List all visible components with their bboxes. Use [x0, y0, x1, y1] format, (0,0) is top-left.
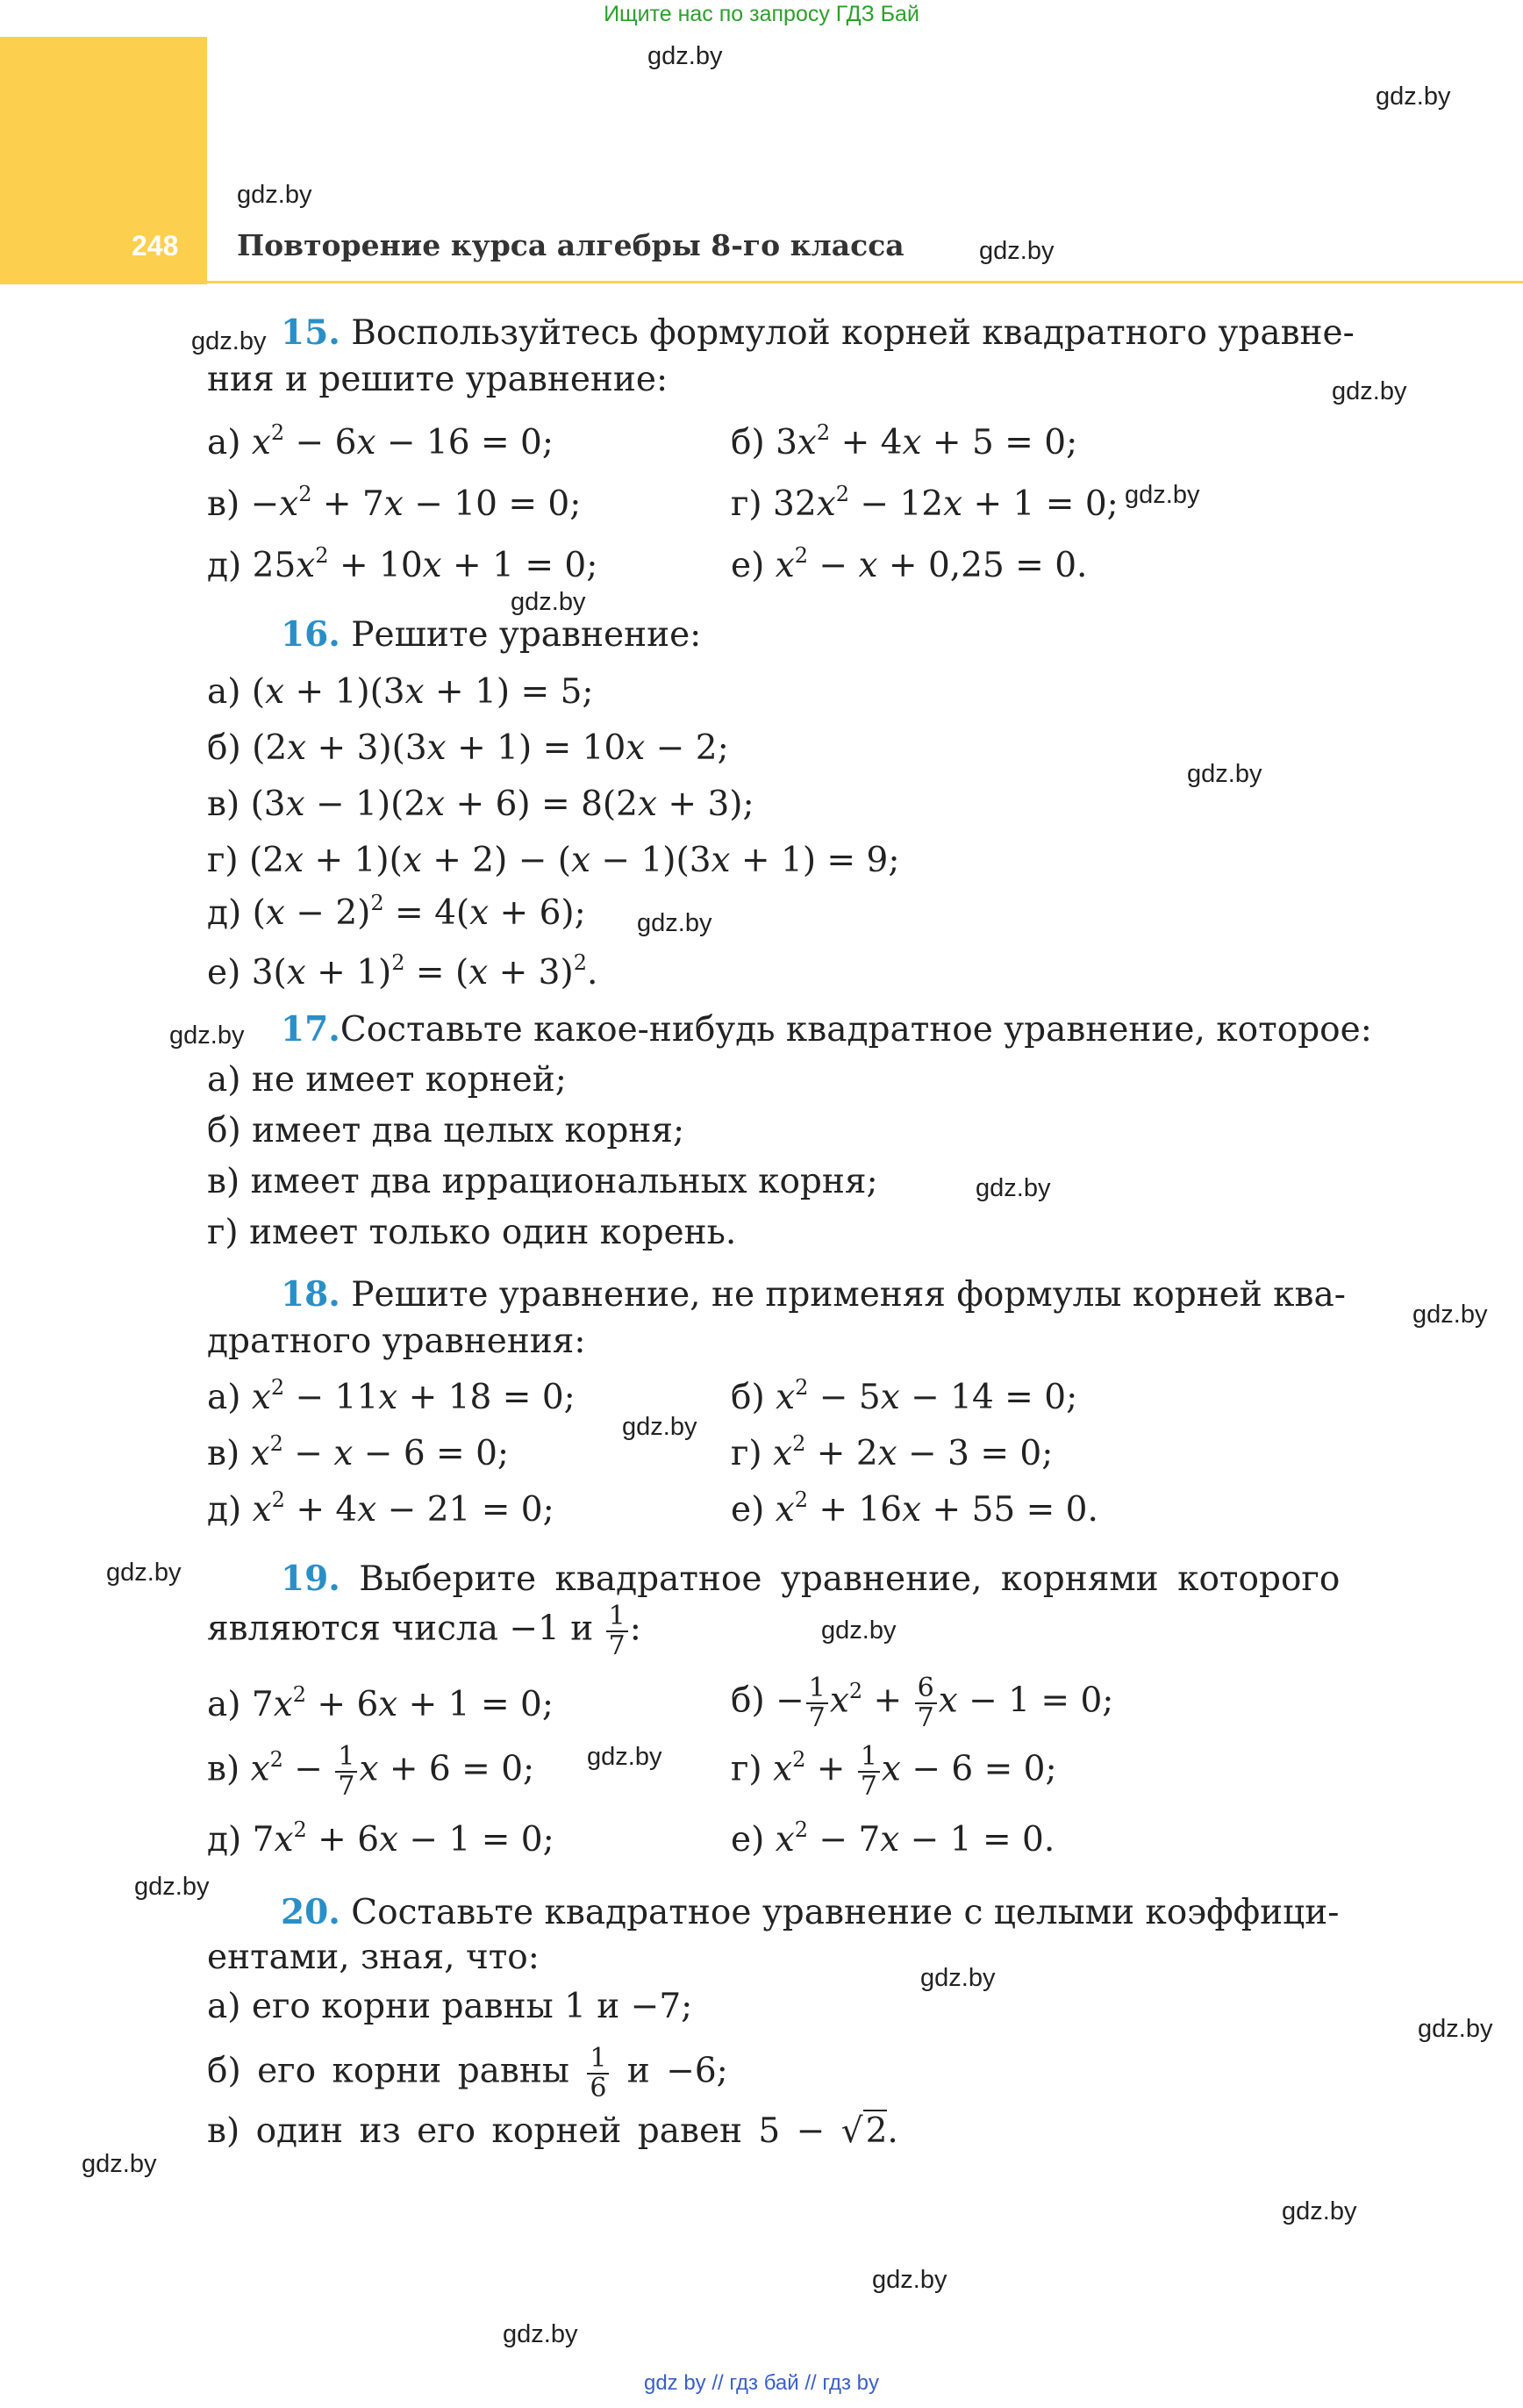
watermark: gdz.by	[1376, 82, 1451, 111]
running-head: Повторение курса алгебры 8-го класса	[237, 228, 905, 262]
equation-item: а) $x^2 - 6x - 16 = 0$;	[207, 420, 554, 462]
watermark: gdz.by	[979, 237, 1055, 265]
footer-links: gdz by // гдз бай // гдз by	[643, 2371, 880, 2395]
equation-item: д) $7x^2 + 6x - 1 = 0$;	[207, 1817, 554, 1860]
problem-20-heading	[281, 1892, 1339, 1932]
equation-item: б) $x^2 - 5x - 14 = 0$;	[731, 1375, 1078, 1417]
equation-item: д) $(x - 2)^2 = 4(x + 6)$;	[207, 891, 586, 933]
top-note: Ищите нас по запросу ГДЗ Бай	[604, 2, 919, 26]
list-item: б) имеет два целых корня;	[207, 1111, 685, 1150]
page-number: 248	[132, 230, 179, 262]
equation-item: г) $32x^2 - 12x + 1 = 0$;	[731, 482, 1119, 524]
problem-number: 16.	[281, 614, 340, 655]
list-item: а) не имеет корней;	[207, 1060, 567, 1100]
equation-item: е) $x^2 - x + 0,25 = 0$.	[731, 543, 1088, 585]
equation-item: д) $25x^2 + 10x + 1 = 0$;	[207, 543, 598, 585]
equation-item: е) $x^2 - 7x - 1 = 0$.	[731, 1817, 1055, 1860]
problem-text: Выберите квадратное уравнение, корнями которого	[359, 1559, 1341, 1599]
equation-item: г) $x^2$ + $\frac{1}{7}$ x − 6 = 0;	[731, 1741, 1057, 1802]
problem-number: 15.	[281, 312, 340, 353]
problem-text: Составьте квадратное уравнение с целыми коэффици-	[351, 1893, 1340, 1932]
equation-item: а) (x + 1)(3x + 1) = 5;	[207, 672, 594, 712]
equation-item: а) $7x^2 + 6x + 1 = 0$;	[207, 1682, 554, 1724]
watermark: gdz.by	[191, 327, 267, 355]
watermark: gdz.by	[587, 1743, 662, 1771]
watermark: gdz.by	[647, 42, 723, 70]
equation-item: а) $x^2 - 11x + 18 = 0$;	[207, 1375, 576, 1417]
watermark: gdz.by	[169, 1021, 245, 1050]
watermark: gdz.by	[1187, 760, 1262, 788]
problem-text: Составьте какое-нибудь квадратное уравнение, которое:	[340, 1010, 1372, 1050]
watermark: gdz.by	[106, 1559, 182, 1587]
problem-text: ния и решите уравнение:	[207, 360, 669, 399]
watermark: gdz.by	[1332, 377, 1407, 405]
watermark: gdz.by	[1418, 2015, 1493, 2043]
problem-15-heading	[281, 312, 1355, 353]
list-item: в) один из его корней равен 5 − √2.	[207, 2111, 898, 2151]
equation-item: е) $x^2 + 16x + 55 = 0$.	[731, 1487, 1098, 1530]
problem-text: дратного уравнения:	[207, 1322, 586, 1361]
list-item: г) имеет только один корень.	[207, 1213, 737, 1252]
equation-item: в) $x^2 - x - 6 = 0$;	[207, 1431, 510, 1473]
equation-item: б) (2x + 3)(3x + 1) = 10x − 2;	[207, 728, 729, 768]
problem-number: 18.	[281, 1274, 340, 1315]
problem-19-heading	[281, 1559, 1340, 1599]
problem-text: Решите уравнение:	[351, 615, 702, 655]
watermark: gdz.by	[821, 1616, 897, 1645]
watermark: gdz.by	[503, 2320, 578, 2348]
problem-17-heading	[281, 1009, 1372, 1050]
equation-item: д) $x^2 + 4x - 21 = 0$;	[207, 1487, 554, 1530]
watermark: gdz.by	[637, 909, 712, 937]
problem-text: ентами, зная, что:	[207, 1938, 540, 1977]
list-item: в) имеет два иррациональных корня;	[207, 1162, 878, 1201]
watermark: gdz.by	[1282, 2197, 1357, 2225]
problem-text: являются числа −1 и $\frac{1}{7}$ :	[207, 1601, 641, 1661]
equation-item: в) (3x − 1)(2x + 6) = 8(2x + 3);	[207, 785, 754, 824]
equation-item: б) $3x^2 + 4x + 5 = 0$;	[731, 420, 1078, 462]
problem-number: 19.	[281, 1559, 340, 1599]
equation-item: г) (2x + 1)(x + 2) − (x − 1)(3x + 1) = 9;	[207, 841, 900, 880]
watermark: gdz.by	[82, 2150, 157, 2178]
problem-text: Воспользуйтесь формулой корней квадратного уравне-	[351, 313, 1355, 353]
watermark: gdz.by	[237, 181, 312, 209]
watermark: gdz.by	[622, 1413, 697, 1441]
equation-item: е) $3(x + 1)^2 = (x + 3)^2$.	[207, 950, 598, 993]
watermark: gdz.by	[976, 1174, 1051, 1202]
equation-item: в) $x^2$ − $\frac{1}{7}$ x + 6 = 0;	[207, 1741, 535, 1802]
problem-16-heading	[281, 614, 701, 655]
watermark: gdz.by	[511, 588, 586, 616]
watermark: gdz.by	[872, 2266, 947, 2294]
equation-item: б) − $\frac{1}{7}$ $x^2$ + $\frac{6}{7}$ x − 1 = 0;	[731, 1673, 1114, 1733]
problem-number: 17.	[281, 1009, 340, 1050]
problem-18-heading	[281, 1274, 1346, 1315]
watermark: gdz.by	[920, 1964, 996, 1992]
fraction: $\frac{1}{7}$	[606, 1602, 628, 1659]
watermark: gdz.by	[1412, 1301, 1488, 1329]
header-rule	[207, 281, 1523, 283]
problem-text: Решите уравнение, не применяя формулы корней ква-	[351, 1275, 1346, 1315]
equation-item: г) $x^2 + 2x - 3 = 0$;	[731, 1431, 1054, 1473]
list-item: б) его корни равны $\frac{1}{6}$ и −6;	[207, 2043, 728, 2103]
list-item: а) его корни равны 1 и −7;	[207, 1987, 693, 2026]
watermark: gdz.by	[1125, 481, 1200, 509]
watermark: gdz.by	[134, 1873, 210, 1901]
problem-number: 20.	[281, 1892, 340, 1932]
equation-item: $в) -x^2 + 7x - 10 = 0$;	[207, 482, 582, 524]
